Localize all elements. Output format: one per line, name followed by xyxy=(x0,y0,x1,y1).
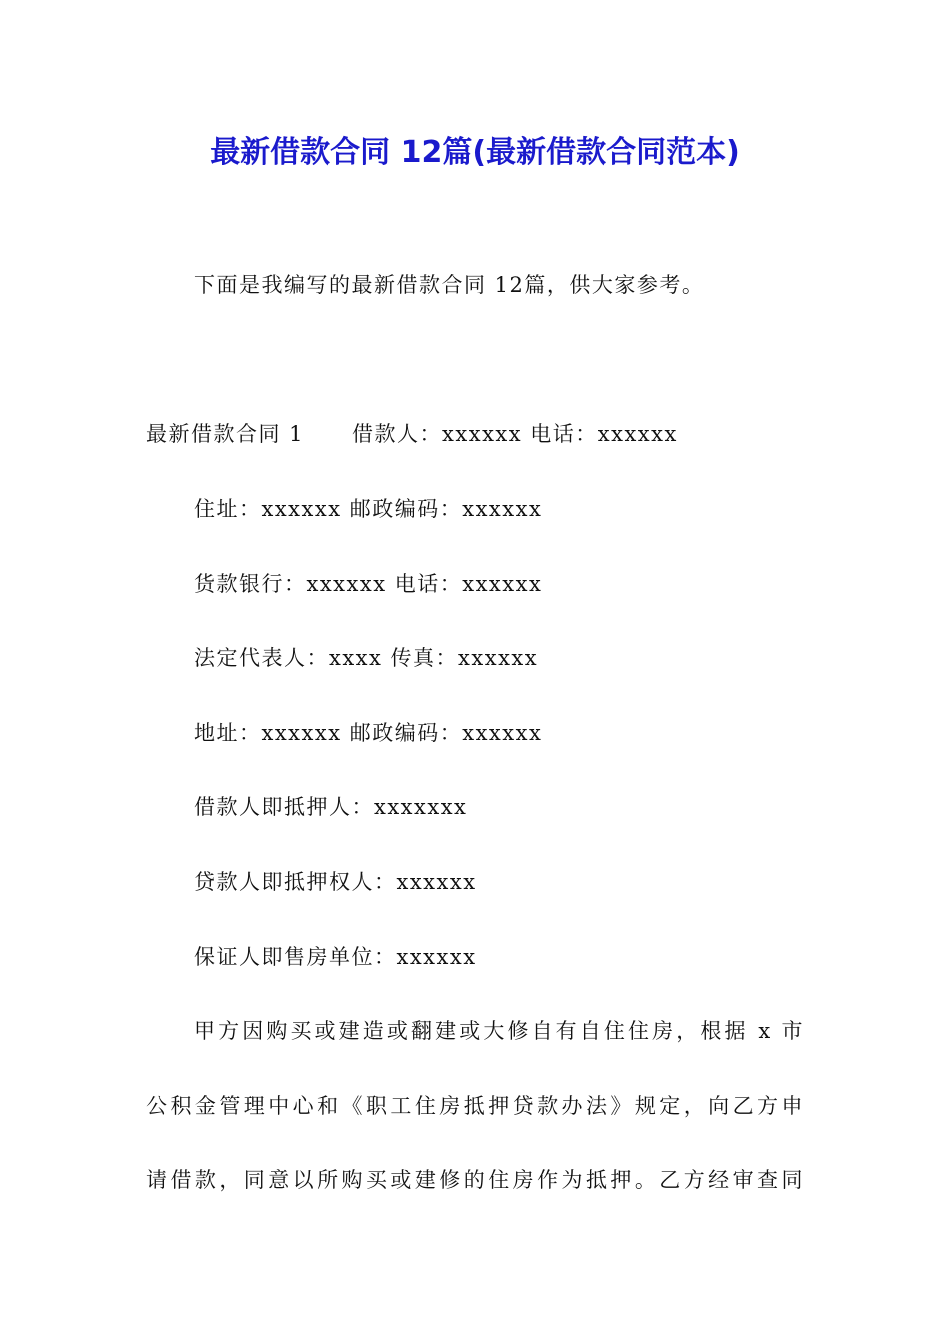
section-heading: 最新借款合同 1 xyxy=(146,422,305,446)
address-line: 住址：xxxxxx 邮政编码：xxxxxx xyxy=(194,497,543,521)
mortgagor-line: 借款人即抵押人：xxxxxxx xyxy=(194,795,468,819)
paragraph-line-3: 请借款，同意以所购买或建修的住房作为抵押。乙方经审查同 xyxy=(146,1168,804,1192)
paragraph-line-1: 甲方因购买或建造或翻建或大修自有自住住房，根据 x 市 xyxy=(194,1019,804,1043)
guarantor-line: 保证人即售房单位：xxxxxx xyxy=(194,945,477,969)
mortgagee-line: 贷款人即抵押权人：xxxxxx xyxy=(194,870,477,894)
bank-address-line: 地址：xxxxxx 邮政编码：xxxxxx xyxy=(194,721,543,745)
legal-rep-line: 法定代表人：xxxx 传真：xxxxxx xyxy=(194,646,539,670)
document-title: 最新借款合同 12篇(最新借款合同范本) xyxy=(210,135,740,170)
paragraph-line-2: 公积金管理中心和《职工住房抵押贷款办法》规定，向乙方申 xyxy=(146,1094,804,1118)
section-heading-line xyxy=(146,414,678,454)
borrower-line: 借款人：xxxxxx 电话：xxxxxx xyxy=(352,422,678,446)
bank-line: 货款银行：xxxxxx 电话：xxxxxx xyxy=(194,572,543,596)
intro-text: 下面是我编写的最新借款合同 12篇，供大家参考。 xyxy=(194,273,705,297)
